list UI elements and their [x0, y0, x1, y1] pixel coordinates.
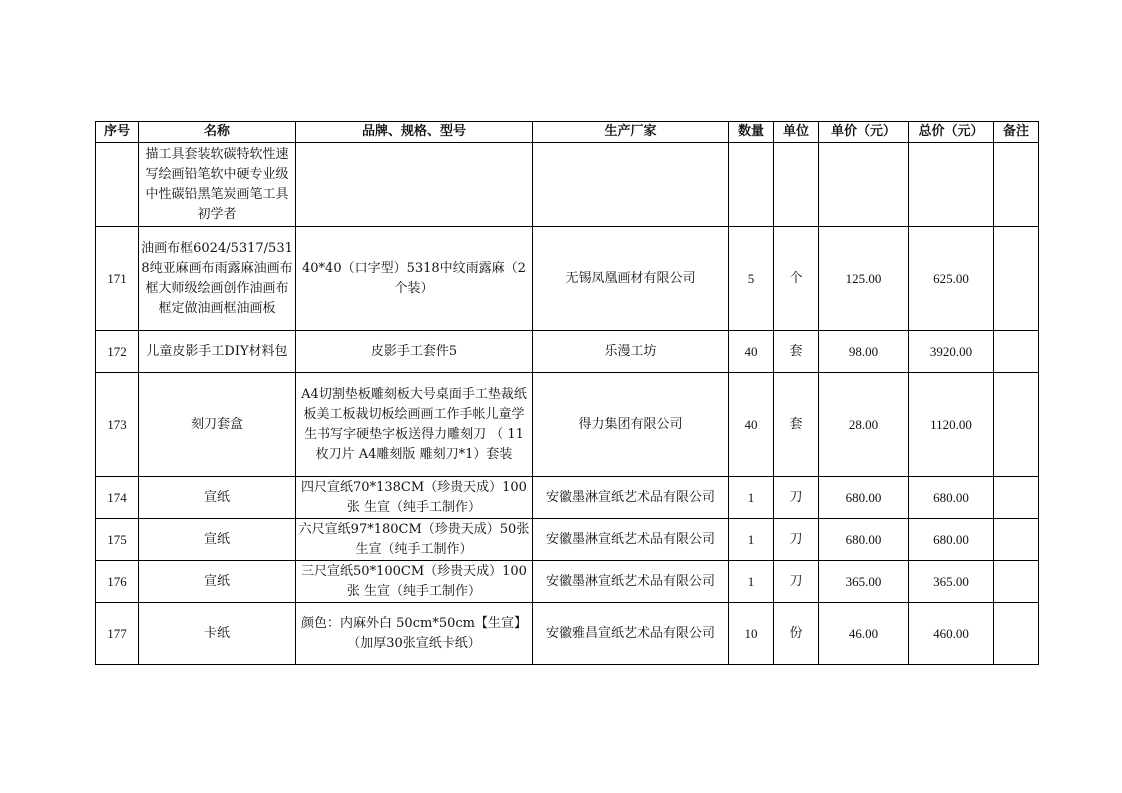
- cell-unit: 份: [774, 603, 819, 665]
- cell-maker: 安徽墨淋宣纸艺术品有限公司: [533, 477, 729, 519]
- cell-no: 176: [96, 561, 139, 603]
- procurement-table: [95, 121, 1039, 665]
- cell-no: 171: [96, 227, 139, 331]
- header-maker: 生产厂家: [533, 122, 729, 143]
- cell-unit: [774, 143, 819, 227]
- cell-price: [819, 143, 909, 227]
- cell-note: [994, 561, 1039, 603]
- cell-spec: 40*40（口字型）5318中纹雨露麻（2个装）: [296, 227, 533, 331]
- cell-price: 680.00: [819, 519, 909, 561]
- header-price: 单价（元）: [819, 122, 909, 143]
- cell-price: 365.00: [819, 561, 909, 603]
- cell-no: 174: [96, 477, 139, 519]
- cell-maker: 得力集团有限公司: [533, 373, 729, 477]
- cell-name: 儿童皮影手工DIY材料包: [139, 331, 296, 373]
- cell-price: 46.00: [819, 603, 909, 665]
- cell-unit: 刀: [774, 477, 819, 519]
- cell-maker: 安徽墨淋宣纸艺术品有限公司: [533, 561, 729, 603]
- cell-note: [994, 227, 1039, 331]
- cell-note: [994, 331, 1039, 373]
- cell-no: 172: [96, 331, 139, 373]
- table-row: [96, 519, 1039, 561]
- cell-note: [994, 143, 1039, 227]
- cell-note: [994, 477, 1039, 519]
- cell-spec: 六尺宣纸97*180CM（珍贵天成）50张 生宣（纯手工制作）: [296, 519, 533, 561]
- cell-spec: A4切割垫板雕刻板大号桌面手工垫裁纸板美工板裁切板绘画画工作手帐儿童学生书写字硬垫字板送得力雕刻刀 （ 11枚刀片 A4雕刻版 雕刻刀*1）套装: [296, 373, 533, 477]
- cell-name: 油画布框6024/5317/5318纯亚麻画布雨露麻油画布框大师级绘画创作油画布框定做油画框油画板: [139, 227, 296, 331]
- cell-price: 680.00: [819, 477, 909, 519]
- cell-no: 173: [96, 373, 139, 477]
- header-qty: 数量: [729, 122, 774, 143]
- cell-total: 460.00: [909, 603, 994, 665]
- cell-qty: 40: [729, 373, 774, 477]
- document-page: [95, 121, 1038, 665]
- cell-spec: 颜色：内麻外白 50cm*50cm【生宣】（加厚30张宣纸卡纸）: [296, 603, 533, 665]
- cell-qty: 5: [729, 227, 774, 331]
- cell-qty: 10: [729, 603, 774, 665]
- cell-qty: 1: [729, 519, 774, 561]
- cell-maker: [533, 143, 729, 227]
- cell-maker: 无锡凤凰画材有限公司: [533, 227, 729, 331]
- cell-no: 175: [96, 519, 139, 561]
- cell-maker: 乐漫工坊: [533, 331, 729, 373]
- table-row: [96, 331, 1039, 373]
- cell-unit: 刀: [774, 519, 819, 561]
- cell-total: 680.00: [909, 519, 994, 561]
- cell-total: 3920.00: [909, 331, 994, 373]
- cell-total: 1120.00: [909, 373, 994, 477]
- cell-spec: [296, 143, 533, 227]
- cell-no: 177: [96, 603, 139, 665]
- table-row: [96, 561, 1039, 603]
- cell-name: 刻刀套盒: [139, 373, 296, 477]
- header-spec: 品牌、规格、型号: [296, 122, 533, 143]
- cell-no: [96, 143, 139, 227]
- cell-note: [994, 603, 1039, 665]
- cell-qty: [729, 143, 774, 227]
- cell-spec: 四尺宣纸70*138CM（珍贵天成）100张 生宣（纯手工制作）: [296, 477, 533, 519]
- table-row: [96, 227, 1039, 331]
- table-row: [96, 373, 1039, 477]
- cell-name: 描工具套装软碳特软性速写绘画铅笔软中硬专业级中性碳铅黑笔炭画笔工具初学者: [139, 143, 296, 227]
- cell-unit: 套: [774, 331, 819, 373]
- cell-spec: 皮影手工套件5: [296, 331, 533, 373]
- header-name: 名称: [139, 122, 296, 143]
- cell-total: [909, 143, 994, 227]
- cell-price: 98.00: [819, 331, 909, 373]
- cell-price: 125.00: [819, 227, 909, 331]
- header-total: 总价（元）: [909, 122, 994, 143]
- table-row: [96, 477, 1039, 519]
- table-row: [96, 143, 1039, 227]
- cell-qty: 40: [729, 331, 774, 373]
- cell-unit: 套: [774, 373, 819, 477]
- cell-maker: 安徽墨淋宣纸艺术品有限公司: [533, 519, 729, 561]
- cell-qty: 1: [729, 561, 774, 603]
- cell-note: [994, 373, 1039, 477]
- cell-note: [994, 519, 1039, 561]
- header-unit: 单位: [774, 122, 819, 143]
- header-no: 序号: [96, 122, 139, 143]
- cell-name: 宣纸: [139, 561, 296, 603]
- cell-spec: 三尺宣纸50*100CM（珍贵天成）100张 生宣（纯手工制作）: [296, 561, 533, 603]
- cell-total: 680.00: [909, 477, 994, 519]
- cell-unit: 刀: [774, 561, 819, 603]
- cell-name: 卡纸: [139, 603, 296, 665]
- table-row: [96, 603, 1039, 665]
- cell-qty: 1: [729, 477, 774, 519]
- cell-total: 625.00: [909, 227, 994, 331]
- table-header-row: [96, 122, 1039, 143]
- cell-total: 365.00: [909, 561, 994, 603]
- cell-name: 宣纸: [139, 477, 296, 519]
- header-note: 备注: [994, 122, 1039, 143]
- cell-unit: 个: [774, 227, 819, 331]
- cell-price: 28.00: [819, 373, 909, 477]
- cell-name: 宣纸: [139, 519, 296, 561]
- cell-maker: 安徽雅昌宣纸艺术品有限公司: [533, 603, 729, 665]
